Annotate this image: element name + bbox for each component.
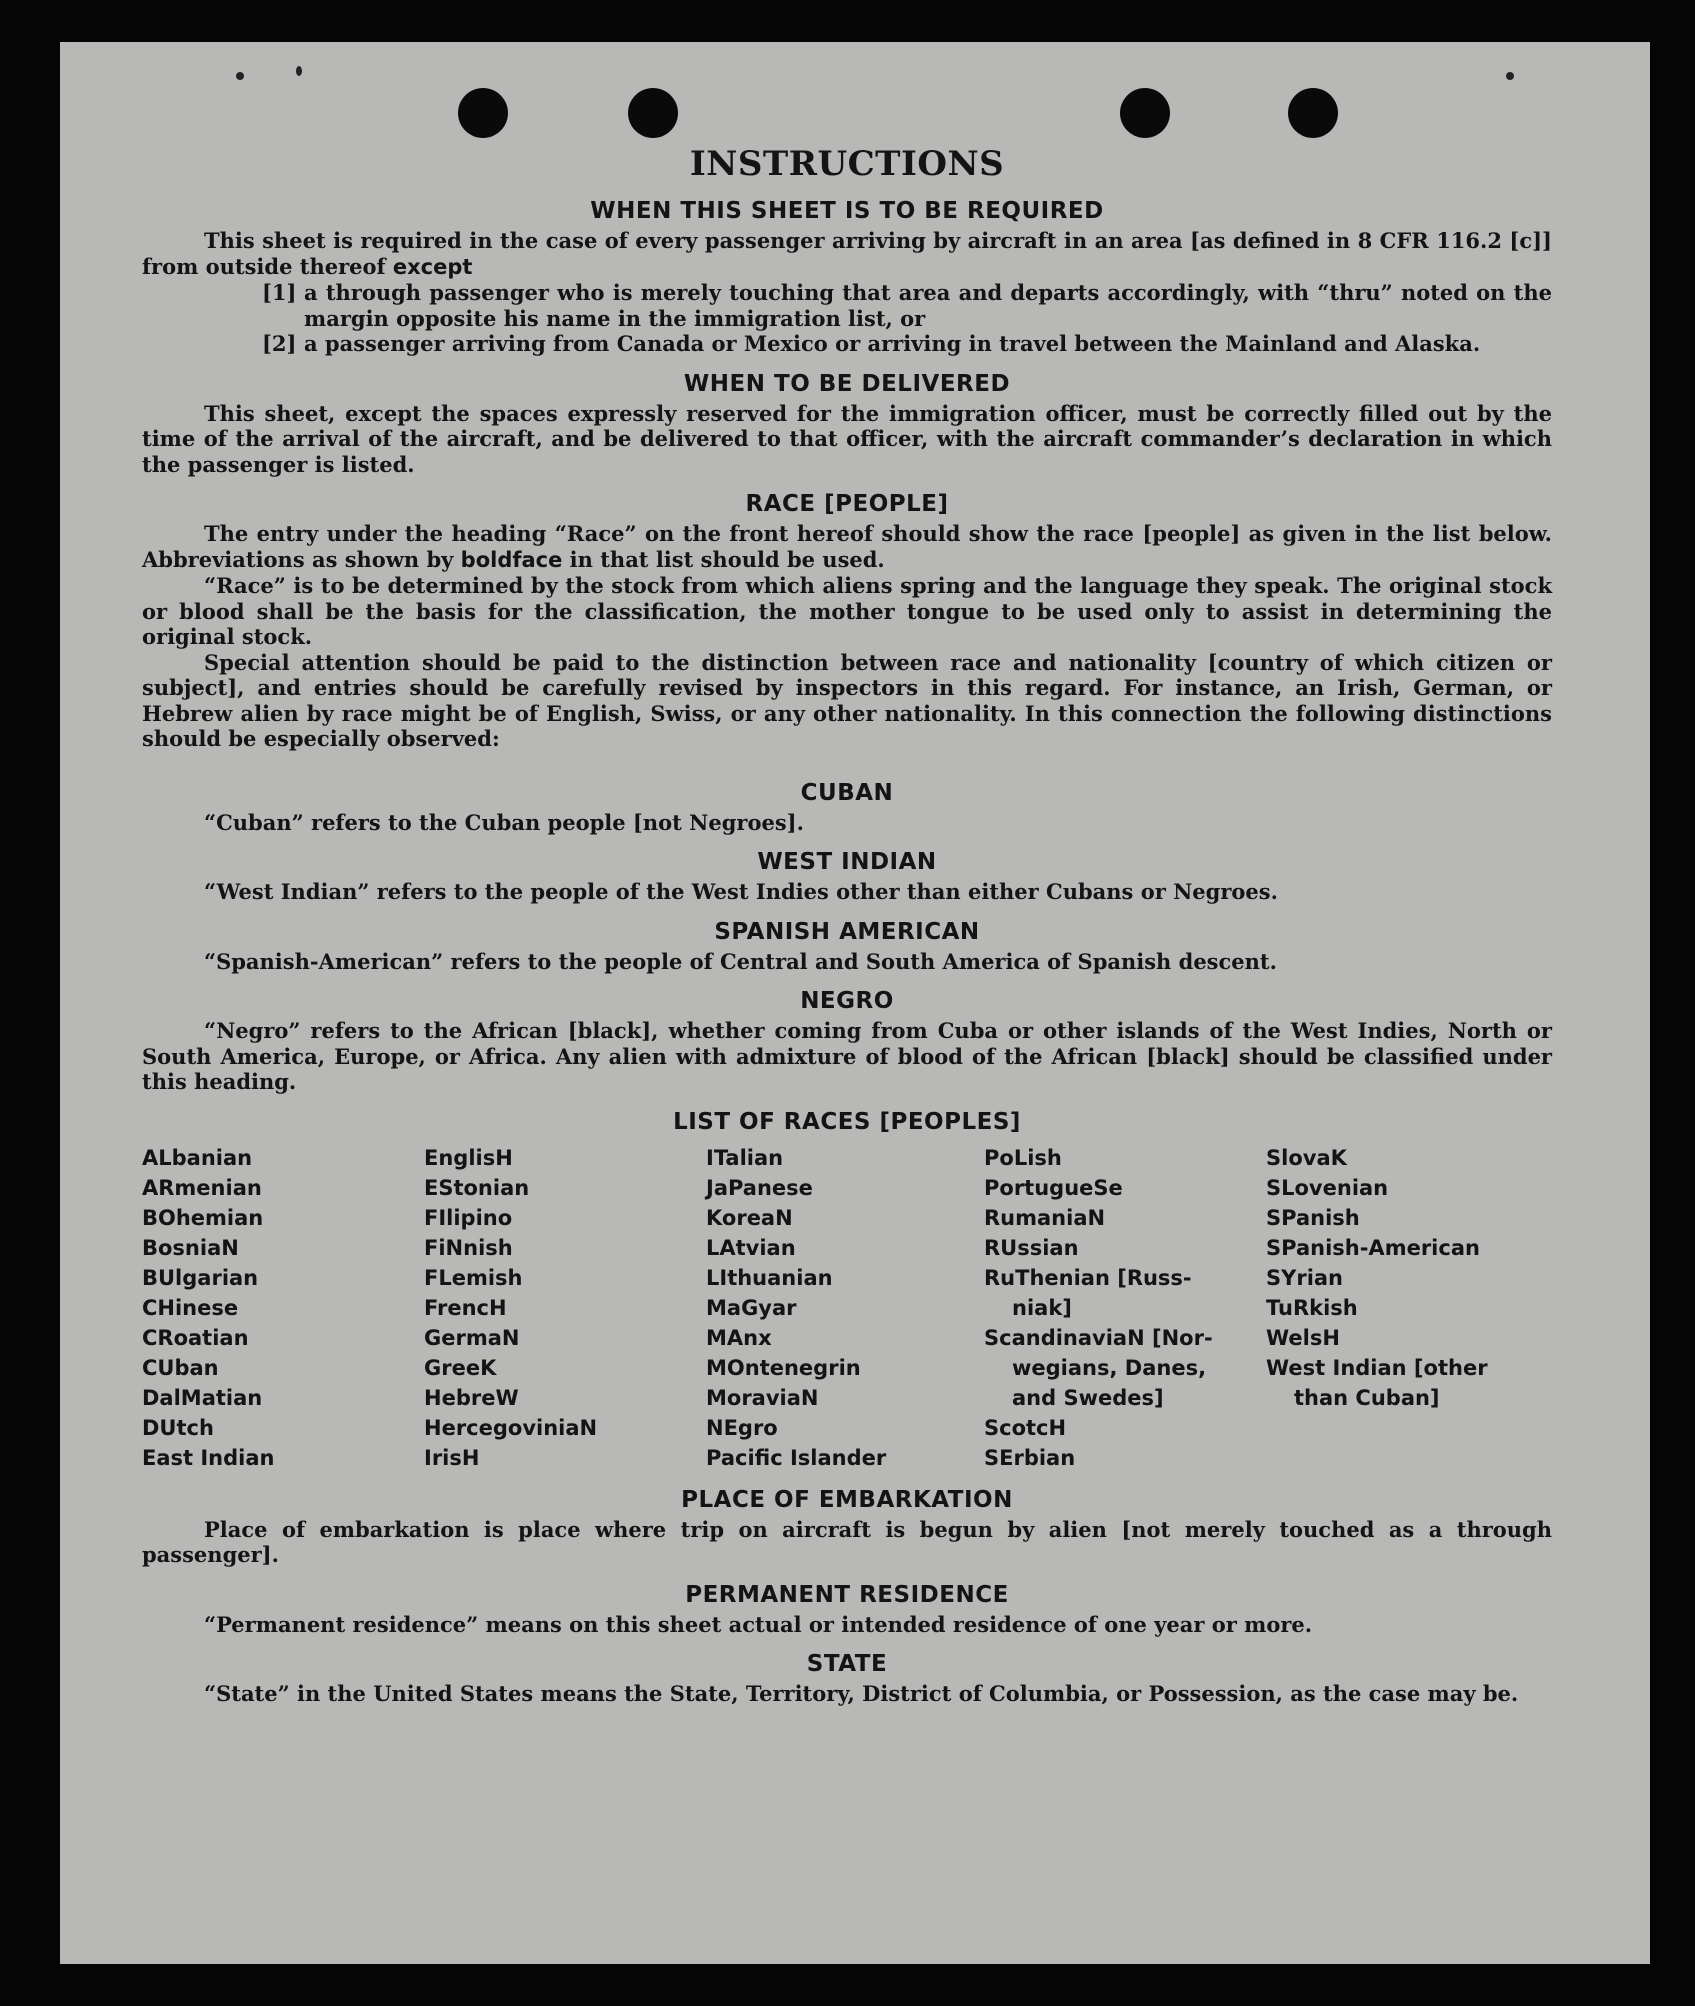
race-entry-continued: niak] — [1012, 1295, 1072, 1320]
race-entry: EnglisH — [424, 1145, 513, 1170]
race-entry: ARmenian — [142, 1175, 262, 1200]
race-entry: RuThenian [Russ- — [984, 1265, 1192, 1290]
punch-hole — [458, 88, 508, 138]
heading-west-indian: WEST INDIAN — [757, 849, 937, 875]
permanent-residence-text: “Permanent residence” means on this sheet actual or intended residence of one year or more. — [204, 1611, 1313, 1637]
race-entry: SPanish-American — [1266, 1235, 1480, 1260]
punch-hole — [1120, 88, 1170, 138]
heading-negro: NEGRO — [800, 988, 894, 1014]
ink-speck — [236, 72, 244, 80]
race-entry: KoreaN — [706, 1205, 793, 1230]
race-entry: CHinese — [142, 1295, 239, 1320]
race-entry: SLovenian — [1266, 1175, 1389, 1200]
races-column-1 — [142, 1143, 424, 1473]
races-column-2 — [424, 1143, 706, 1473]
race-entry: HercegoviniaN — [424, 1415, 598, 1440]
when-delivered-text: This sheet, except the spaces expressly reserved for the immigration officer, must be correctly filled out by the time of the arrival of the aircraft, and be delivered to that officer, with the aircraft commander’s declaration in which the passenger is listed. — [142, 400, 1552, 477]
race-entry: GreeK — [424, 1355, 497, 1380]
races-column-4 — [984, 1143, 1266, 1473]
race-entry: MAnx — [706, 1325, 772, 1350]
race-entry: DUtch — [142, 1415, 214, 1440]
race-entry: BOhemian — [142, 1205, 264, 1230]
race-entry: ALbanian — [142, 1145, 253, 1170]
punch-hole — [1288, 88, 1338, 138]
cuban-text: “Cuban” refers to the Cuban people [not Negroes]. — [204, 809, 804, 835]
race-entry: CRoatian — [142, 1325, 249, 1350]
race-entry: RumaniaN — [984, 1205, 1106, 1230]
race-entry: BUlgarian — [142, 1265, 259, 1290]
race-entry: PoLish — [984, 1145, 1062, 1170]
race-entry: LAtvian — [706, 1235, 796, 1260]
race-entry: IrisH — [424, 1445, 480, 1470]
race-entry: FLemish — [424, 1265, 523, 1290]
punch-hole — [628, 88, 678, 138]
race-paragraph-3: Special attention should be paid to the distinction between race and nationality [country of which citizen or subject], and entries should be carefully revised by inspectors in this regard. For instance, an Irish, German, or Hebrew alien by race might be of English, Swiss, or any other nationality. In this connection the following distinctions should be especially observed: — [142, 649, 1552, 751]
race-entry: JaPanese — [706, 1175, 813, 1200]
race-entry: PortugueSe — [984, 1175, 1123, 1200]
race-entry: ITalian — [706, 1145, 784, 1170]
race-entry: West Indian [other — [1266, 1355, 1488, 1380]
heading-spanish-american: SPANISH AMERICAN — [714, 918, 980, 945]
instructions-content — [142, 144, 1552, 1707]
negro-text: “Negro” refers to the African [black], whether coming from Cuba or other islands of the West Indies, North or South America, Europe, or Africa. Any alien with admixture of blood of the African [black] should be classified under this heading. — [142, 1018, 1552, 1094]
race-entry: SlovaK — [1266, 1145, 1347, 1170]
race-entry: MoraviaN — [706, 1385, 819, 1410]
when-required-intro: This sheet is required in the case of every passenger arriving by aircraft in an area [as defined in 8 CFR 116.2 [c]] from outside thereof except — [142, 228, 1552, 279]
embarkation-text: Place of embarkation is place where trip on aircraft is begun by alien [not merely touched as a through passenger]. — [142, 1516, 1552, 1567]
race-entry: ScotcH — [984, 1415, 1067, 1440]
race-entry: East Indian — [142, 1445, 275, 1470]
race-entry: CUban — [142, 1355, 219, 1380]
race-entry: LIthuanian — [706, 1265, 833, 1290]
race-entry-continued: than Cuban] — [1294, 1385, 1440, 1410]
heading-when-delivered: WHEN TO BE DELIVERED — [683, 370, 1011, 397]
race-entry-continued: wegians, Danes, — [1012, 1355, 1207, 1380]
race-entry: WelsH — [1266, 1325, 1340, 1350]
race-paragraph-1: The entry under the heading “Race” on the front hereof should show the race [people] as given in the list below. Abbreviations as shown by boldface in that list should be used. — [142, 521, 1552, 572]
page-title: INSTRUCTIONS — [689, 144, 1005, 184]
heading-state: STATE — [806, 1651, 888, 1677]
document-page — [60, 42, 1650, 1964]
race-entry: GermaN — [424, 1325, 520, 1350]
race-entry: FrencH — [424, 1295, 507, 1320]
exception-item: [2] a passenger arriving from Canada or Mexico or arriving in travel between the Mainland and Alaska. — [262, 331, 1481, 356]
race-entry: Pacific Islander — [706, 1445, 887, 1470]
heading-list-of-races: LIST OF RACES [PEOPLES] — [673, 1108, 1021, 1135]
ink-speck — [1506, 72, 1514, 80]
race-entry-continued: and Swedes] — [1012, 1385, 1164, 1410]
race-entry: TuRkish — [1266, 1295, 1358, 1320]
race-entry: DalMatian — [142, 1385, 263, 1410]
race-entry: EStonian — [424, 1175, 530, 1200]
heading-embarkation: PLACE OF EMBARKATION — [681, 1486, 1013, 1513]
races-column-3 — [706, 1143, 984, 1473]
heading-cuban: CUBAN — [800, 779, 894, 806]
race-entry: MaGyar — [706, 1295, 797, 1320]
race-entry: BosniaN — [142, 1235, 239, 1260]
race-entry: NEgro — [706, 1415, 778, 1440]
race-entry: ScandinaviaN [Nor- — [984, 1325, 1213, 1350]
ink-speck — [296, 66, 302, 76]
west-indian-text: “West Indian” refers to the people of the West Indies other than either Cubans or Negroes. — [204, 879, 1278, 904]
races-column-5 — [1266, 1143, 1536, 1473]
races-list — [142, 1143, 1552, 1473]
race-entry: FIlipino — [424, 1205, 513, 1230]
race-paragraph-2: “Race” is to be determined by the stock from which aliens spring and the language they speak. The original stock or blood shall be the basis for the classification, the mother tongue to be used only to assist in determining the original stock. — [142, 573, 1552, 649]
race-entry: HebreW — [424, 1385, 519, 1410]
race-entry: RUssian — [984, 1235, 1079, 1260]
race-entry: FiNnish — [424, 1235, 513, 1260]
heading-permanent-residence: PERMANENT RESIDENCE — [685, 1581, 1009, 1608]
race-entry: SPanish — [1266, 1205, 1360, 1230]
race-entry: SYrian — [1266, 1265, 1344, 1290]
race-entry: MOntenegrin — [706, 1355, 861, 1380]
race-entry: SErbian — [984, 1445, 1076, 1470]
heading-when-required: WHEN THIS SHEET IS TO BE REQUIRED — [590, 198, 1104, 224]
spanish-american-text: “Spanish-American” refers to the people of Central and South America of Spanish descent. — [204, 948, 1277, 974]
state-text: “State” in the United States means the State, Territory, District of Columbia, or Possession, as the case may be. — [204, 1681, 1519, 1706]
heading-race: RACE [PEOPLE] — [745, 491, 949, 517]
exception-item: [1] a through passenger who is merely touching that area and departs accordingly, with “thru” noted on the margin opposite his name in the immigration list, or — [262, 280, 1552, 331]
